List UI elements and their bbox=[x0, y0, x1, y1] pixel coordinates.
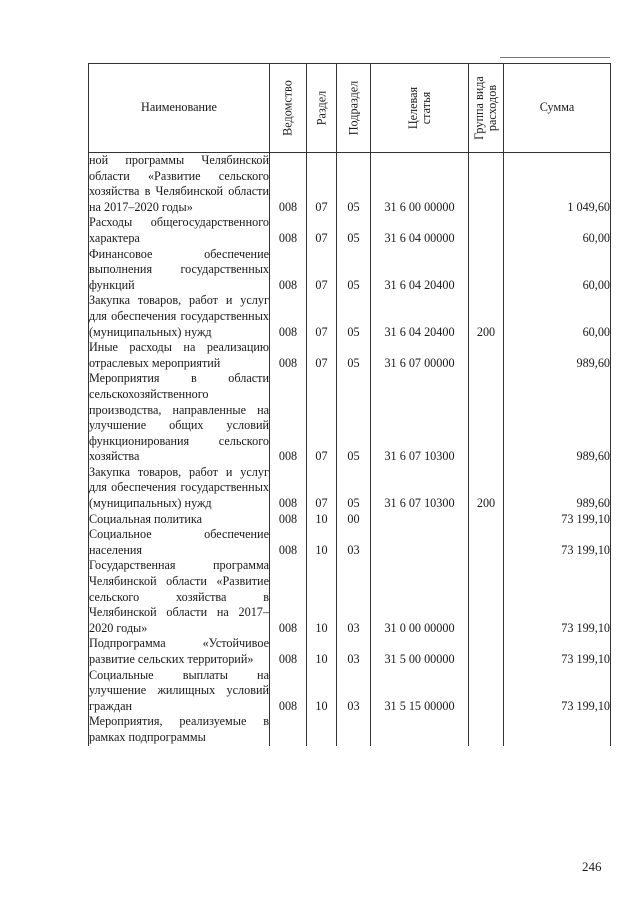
scan-artifact-line bbox=[500, 57, 610, 58]
cell-subsection: 03 bbox=[337, 558, 371, 636]
cell-sum bbox=[504, 714, 611, 745]
cell-section: 10 bbox=[307, 558, 337, 636]
cell-section: 07 bbox=[307, 215, 337, 246]
cell-name: Социальное обеспечение населения bbox=[89, 527, 269, 557]
cell-department: 008 bbox=[270, 668, 307, 715]
budget-table bbox=[88, 63, 611, 746]
cell-sum: 73 199,10 bbox=[504, 636, 611, 667]
table-row bbox=[89, 512, 611, 528]
cell-name: Социальные выплаты на улучшение жилищных условий граждан bbox=[89, 667, 269, 713]
cell-target-article: 31 6 07 10300 bbox=[371, 371, 469, 465]
cell-expense-group bbox=[469, 636, 504, 667]
cell-target-article: 31 6 07 00000 bbox=[371, 340, 469, 371]
header-subsection: Подраздел bbox=[337, 64, 371, 153]
cell-sum: 73 199,10 bbox=[504, 527, 611, 558]
cell-subsection: 05 bbox=[337, 371, 371, 465]
cell-subsection: 03 bbox=[337, 636, 371, 667]
cell-name: Закупка товаров, работ и услуг для обеспечения государственных (муниципальных) нужд bbox=[89, 293, 269, 339]
cell-expense-group bbox=[469, 153, 504, 216]
cell-target-article bbox=[371, 527, 469, 558]
cell-expense-group bbox=[469, 527, 504, 558]
cell-sum: 1 049,60 bbox=[504, 153, 611, 216]
table-row bbox=[89, 465, 611, 512]
cell-target-article: 31 6 07 10300 bbox=[371, 465, 469, 512]
table-row bbox=[89, 215, 611, 246]
table-row bbox=[89, 371, 611, 465]
table-row bbox=[89, 527, 611, 558]
cell-department bbox=[270, 714, 307, 745]
cell-subsection: 03 bbox=[337, 668, 371, 715]
cell-sum: 73 199,10 bbox=[504, 668, 611, 715]
cell-sum: 60,00 bbox=[504, 215, 611, 246]
cell-subsection: 05 bbox=[337, 215, 371, 246]
cell-expense-group: 200 bbox=[469, 293, 504, 340]
cell-section: 07 bbox=[307, 153, 337, 216]
cell-subsection: 05 bbox=[337, 465, 371, 512]
cell-subsection: 05 bbox=[337, 247, 371, 294]
cell-subsection bbox=[337, 714, 371, 745]
cell-department: 008 bbox=[270, 340, 307, 371]
cell-expense-group bbox=[469, 247, 504, 294]
table-row bbox=[89, 293, 611, 340]
table-row bbox=[89, 636, 611, 667]
cell-department: 008 bbox=[270, 465, 307, 512]
cell-department: 008 bbox=[270, 153, 307, 216]
table-row bbox=[89, 668, 611, 715]
cell-sum: 989,60 bbox=[504, 465, 611, 512]
cell-section: 10 bbox=[307, 527, 337, 558]
cell-expense-group bbox=[469, 714, 504, 745]
cell-target-article: 31 6 00 00000 bbox=[371, 153, 469, 216]
cell-department: 008 bbox=[270, 527, 307, 558]
cell-subsection: 03 bbox=[337, 527, 371, 558]
table-body bbox=[89, 153, 611, 746]
cell-name: Иные расходы на реализацию отраслевых мероприятий bbox=[89, 340, 269, 370]
cell-department: 008 bbox=[270, 247, 307, 294]
cell-section: 10 bbox=[307, 668, 337, 715]
cell-name: Закупка товаров, работ и услуг для обеспечения государственных (муниципальных) нужд bbox=[89, 464, 269, 511]
cell-target-article: 31 6 04 00000 bbox=[371, 215, 469, 246]
cell-subsection: 05 bbox=[337, 340, 371, 371]
cell-name: Подпрограмма «Устойчивое развитие сельских территорий» bbox=[89, 636, 269, 666]
cell-expense-group bbox=[469, 512, 504, 528]
cell-department: 008 bbox=[270, 293, 307, 340]
cell-section: 07 bbox=[307, 247, 337, 294]
cell-name: Мероприятия в области сельскохозяйственного производства, направленные на улучшение общих условий функционирования сельского хозяйства bbox=[89, 371, 269, 464]
cell-section: 07 bbox=[307, 371, 337, 465]
cell-section: 07 bbox=[307, 293, 337, 340]
cell-expense-group bbox=[469, 340, 504, 371]
cell-subsection: 00 bbox=[337, 512, 371, 528]
table-row bbox=[89, 558, 611, 636]
cell-section bbox=[307, 714, 337, 745]
table-row bbox=[89, 153, 611, 216]
cell-department: 008 bbox=[270, 558, 307, 636]
cell-department: 008 bbox=[270, 636, 307, 667]
header-section: Раздел bbox=[307, 64, 337, 153]
cell-expense-group bbox=[469, 371, 504, 465]
cell-name: Финансовое обеспечение выполнения государственных функций bbox=[89, 246, 269, 292]
cell-name: Государственная программа Челябинской области «Развитие сельского хозяйства в Челябинской области на 2017–2020 годы» bbox=[89, 558, 269, 635]
cell-sum: 60,00 bbox=[504, 293, 611, 340]
cell-expense-group bbox=[469, 668, 504, 715]
cell-section: 10 bbox=[307, 512, 337, 528]
cell-target-article: 31 0 00 00000 bbox=[371, 558, 469, 636]
cell-target-article: 31 6 04 20400 bbox=[371, 293, 469, 340]
cell-name: Расходы общегосударственного характера bbox=[89, 215, 269, 245]
cell-section: 07 bbox=[307, 465, 337, 512]
cell-name: ной программы Челябинской области «Развитие сельского хозяйства в Челябинской области на 2017–2020 годы» bbox=[89, 153, 269, 214]
cell-expense-group bbox=[469, 558, 504, 636]
header-sum: Сумма bbox=[504, 64, 611, 153]
cell-section: 10 bbox=[307, 636, 337, 667]
cell-target-article bbox=[371, 512, 469, 528]
cell-sum: 60,00 bbox=[504, 247, 611, 294]
table-row bbox=[89, 714, 611, 745]
cell-sum: 73 199,10 bbox=[504, 512, 611, 528]
cell-sum: 989,60 bbox=[504, 371, 611, 465]
page-number: 246 bbox=[582, 859, 602, 874]
cell-target-article: 31 5 00 00000 bbox=[371, 636, 469, 667]
header-target-article: Целевая статья bbox=[371, 64, 469, 153]
cell-expense-group bbox=[469, 215, 504, 246]
cell-target-article: 31 5 15 00000 bbox=[371, 668, 469, 715]
cell-expense-group: 200 bbox=[469, 465, 504, 512]
cell-name: Социальная политика bbox=[89, 512, 270, 528]
cell-subsection: 05 bbox=[337, 293, 371, 340]
cell-subsection: 05 bbox=[337, 153, 371, 216]
cell-department: 008 bbox=[270, 215, 307, 246]
header-name: Наименование bbox=[89, 64, 270, 153]
cell-target-article: 31 6 04 20400 bbox=[371, 247, 469, 294]
header-department: Ведомство bbox=[270, 64, 307, 153]
cell-sum: 989,60 bbox=[504, 340, 611, 371]
cell-department: 008 bbox=[270, 371, 307, 465]
table-row bbox=[89, 247, 611, 294]
cell-target-article bbox=[371, 714, 469, 745]
table-header-row bbox=[89, 64, 611, 153]
table-row bbox=[89, 340, 611, 371]
cell-sum: 73 199,10 bbox=[504, 558, 611, 636]
cell-section: 07 bbox=[307, 340, 337, 371]
cell-name: Мероприятия, реализуемые в рамках подпрограммы bbox=[89, 714, 269, 744]
header-expense-group: Группа вида расходов bbox=[469, 64, 504, 153]
cell-department: 008 bbox=[270, 512, 307, 528]
